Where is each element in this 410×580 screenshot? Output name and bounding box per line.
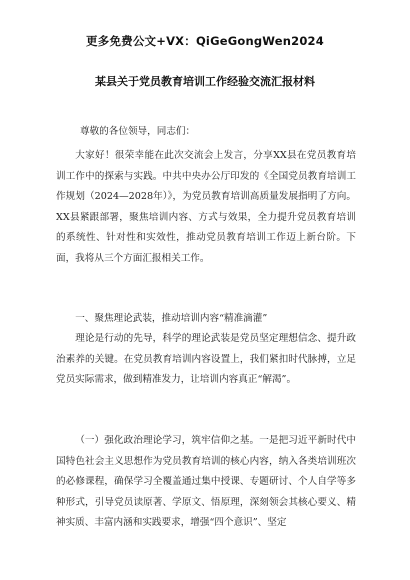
paragraph-theory: 理论是行动的先导，科学的理论武装是党员坚定理想信念、提升政治素养的关键。在党员教育培训内容设置上，我们紧扣时代脉搏，立足党员实际需求，做到精准发力，让培训内容真正“解渴”。 [56, 333, 356, 385]
salutation: 尊敬的各位领导，同志们： [80, 126, 196, 137]
header-banner: 更多免费公文+VX：QiGeGongWen2024 [86, 34, 324, 48]
paragraph-subsection-1: （一）强化政治理论学习，筑牢信仰之基。一是把习近平新时代中国特色社会主义思想作为党员教育培训的核心内容，纳入各类培训班次的必修课程，确保学习全覆盖通过集中授课、专题研讨、个人自学等多种形式，引导党员读原著、学原文、悟原理，深刻领会其核心要义、精神实质、丰富内涵和实践要求，增强“四个意识”、坚定 [56, 435, 356, 528]
section-heading-1: 一、聚焦理论武装，推动培训内容“精准滴灌” [75, 313, 268, 324]
paragraph-intro: 大家好！很荣幸能在此次交流会上发言，分享XX县在党员教育培训工作中的探索与实践。中共中央办公厅印发的《全国党员教育培训工作规划（2024—2028年）》，为党员教育培训高质量发展指明了方向。XX县紧跟部署，聚焦培训内容、方式与效果，全力提升党员教育培训的系统性、针对性和实效性，推动党员教育培训工作迈上新台阶。下面，我将从三个方面汇报相关工作。 [56, 150, 356, 264]
document-title: 某县关于党员教育培训工作经验交流汇报材料 [95, 75, 315, 88]
